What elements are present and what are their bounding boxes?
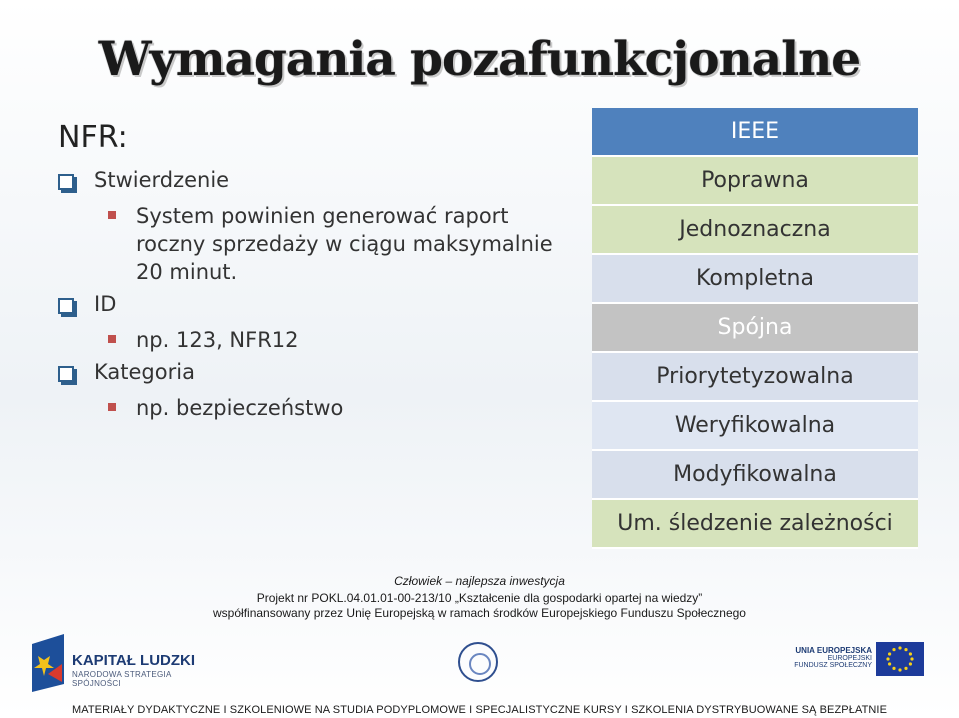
ieee-table — [592, 108, 918, 549]
eu-text — [794, 646, 872, 669]
item-text: System powinien generować raport roczny sprzedaży w ciągu maksymalnie 20 minut. — [136, 204, 553, 284]
table-row: Um. śledzenie zależności — [592, 500, 918, 549]
section-label: Kategoria — [94, 360, 195, 384]
square-bullet-icon — [108, 211, 116, 219]
table-row: Modyfikowalna — [592, 451, 918, 500]
square-bullet-icon — [108, 335, 116, 343]
section-label: Stwierdzenie — [94, 168, 230, 192]
list-item — [108, 202, 578, 286]
table-row: Jednoznaczna — [592, 206, 918, 255]
section-kategoria — [58, 360, 578, 394]
list-item — [108, 394, 578, 422]
kapital-ludzki-title: KAPITAŁ LUDZKI — [72, 652, 196, 669]
table-row: Spójna — [592, 304, 918, 353]
kapital-ludzki-logo — [32, 634, 212, 694]
slide-title: Wymagania pozafunkcjonalne — [98, 32, 861, 87]
table-row: Poprawna — [592, 157, 918, 206]
kapital-ludzki-subtitle: NARODOWA STRATEGIA SPÓJNOŚCI — [72, 670, 172, 688]
kapital-ludzki-logo-icon — [32, 634, 68, 692]
table-row: Priorytetyzowalna — [592, 353, 918, 402]
checkbox-icon — [58, 366, 74, 382]
university-seal-icon — [458, 642, 498, 682]
table-row: Weryfikowalna — [592, 402, 918, 451]
bottom-disclaimer: MATERIAŁY DYDAKTYCZNE I SZKOLENIOWE NA STUDIA PODYPLOMOWE I SPECJALISTYCZNE KURSY I SZKOLENIA DYSTRYBUOWANE SĄ BEZPŁATNIE — [71, 704, 888, 716]
eu-text-1: UNIA EUROPEJSKA — [795, 646, 872, 655]
item-text: np. 123, NFR12 — [136, 328, 299, 352]
item-text: np. bezpieczeństwo — [136, 396, 344, 420]
table-row: Kompletna — [592, 255, 918, 304]
footer-line-2: Projekt nr POKL.04.01.01-00-213/10 „Kształcenie dla gospodarki opartej na wiedzy” — [256, 591, 703, 605]
checkbox-icon — [58, 174, 74, 190]
nfr-label: NFR: — [58, 120, 128, 155]
list-item — [108, 326, 578, 354]
footer-line-1: Człowiek – najlepsza inwestycja — [394, 574, 565, 588]
section-id — [58, 292, 578, 326]
requirement-list — [58, 168, 578, 422]
table-header: IEEE — [592, 108, 918, 157]
square-bullet-icon — [108, 403, 116, 411]
eu-text-2: EUROPEJSKI — [827, 655, 872, 662]
checkbox-icon — [58, 298, 74, 314]
section-stwierdzenie — [58, 168, 578, 202]
section-label: ID — [94, 292, 117, 316]
eu-logo — [790, 640, 930, 680]
eu-text-3: FUNDUSZ SPOŁECZNY — [794, 662, 872, 669]
eu-flag-icon — [876, 642, 924, 676]
footer-line-3: współfinansowany przez Unię Europejską w ramach środków Europejskiego Funduszu Społecznego — [213, 606, 746, 620]
